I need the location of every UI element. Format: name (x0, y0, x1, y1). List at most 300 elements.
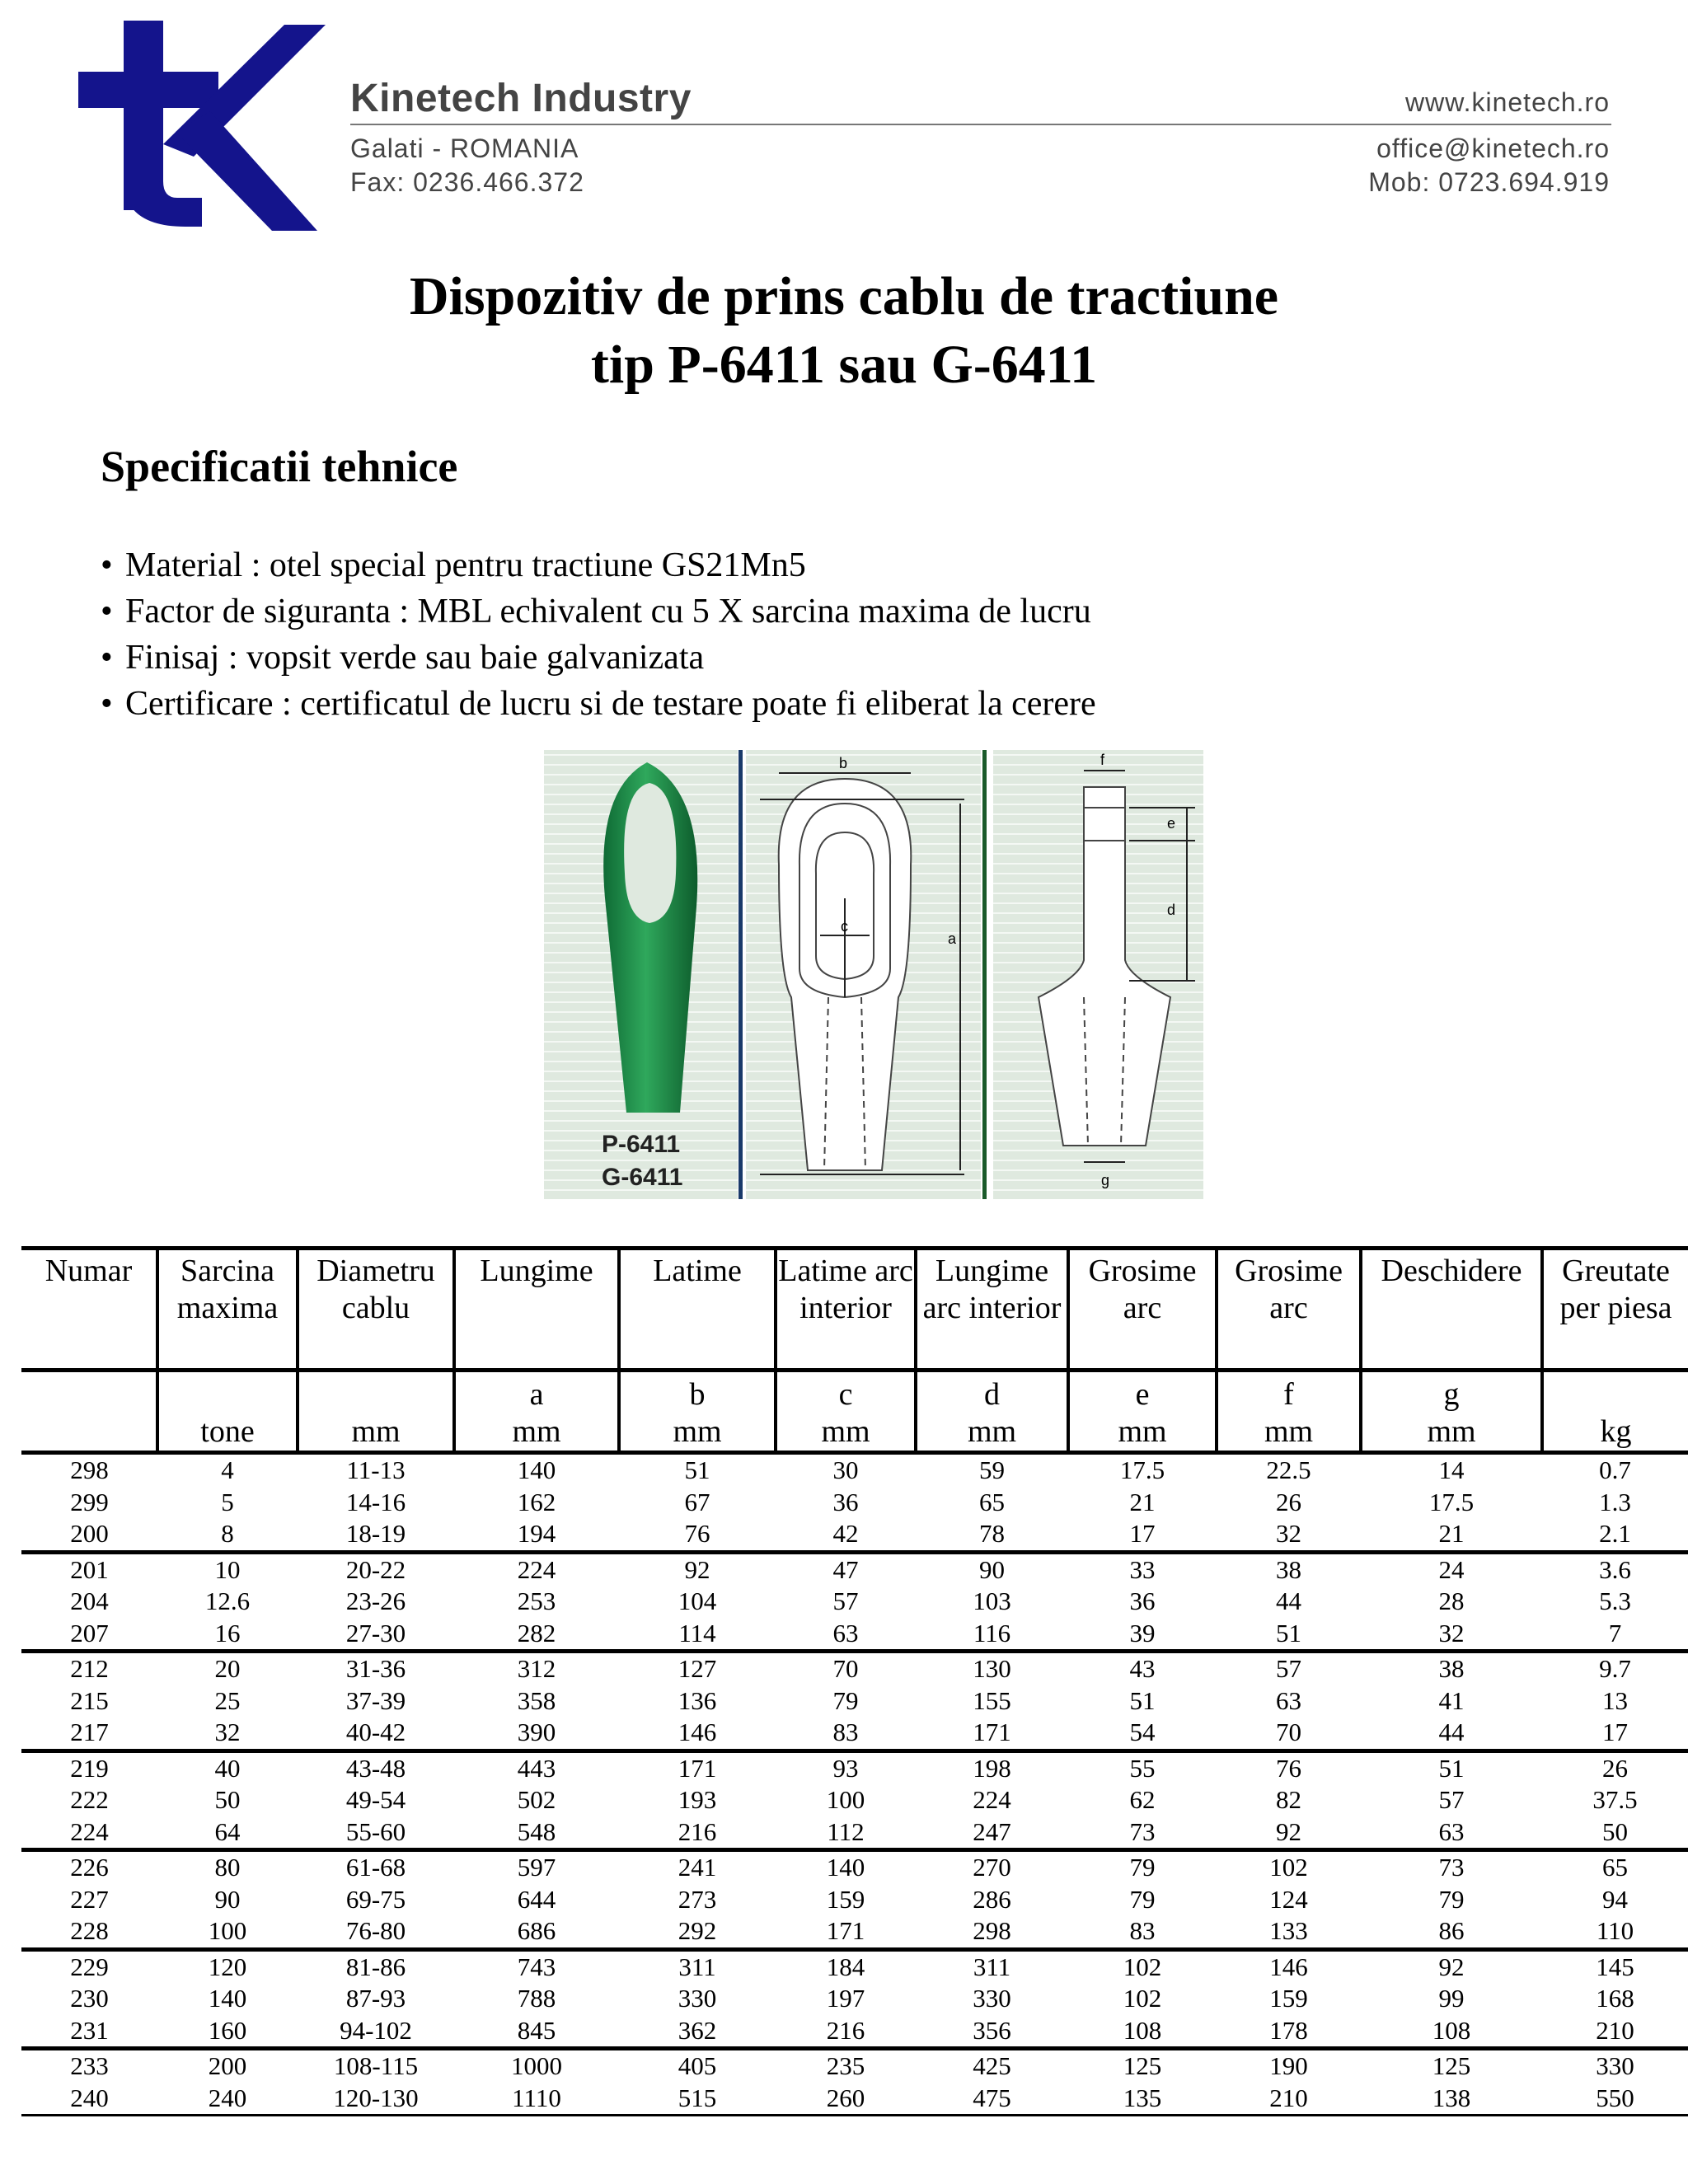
table-cell: 390 (517, 1718, 556, 1746)
table-cell: 273 (678, 1884, 717, 1914)
table-row (21, 1685, 1688, 1718)
table-cell: 7 (1608, 1618, 1622, 1647)
page-title-line1: Dispozitiv de prins cablu de tractiune (409, 266, 1279, 326)
table-cell: 4 (221, 1455, 234, 1484)
table-cell: 207 (70, 1618, 109, 1647)
table-cell: 112 (827, 1816, 865, 1846)
table-cell: 64 (214, 1816, 241, 1846)
dimension-symbol (159, 1376, 296, 1413)
bullet-item: • Material : otel special pentru tractiune GS21Mn5 (101, 542, 1096, 588)
table-cell: 18-19 (345, 1519, 406, 1548)
table-cell: 212 (21, 1652, 157, 1685)
table-cell: 515 (619, 2083, 776, 2116)
dim-label-b: b (839, 755, 848, 771)
table-cell: 63 (1276, 1685, 1301, 1715)
product-drawing (544, 750, 1203, 1199)
table-cell: 178 (1269, 2015, 1308, 2045)
table-cell: 67 (684, 1487, 710, 1516)
table-cell: 171 (826, 1916, 865, 1945)
col-header-lungime-arc: Lungime arc interior (916, 1249, 1068, 1371)
table-cell: 17.5 (1119, 1455, 1165, 1484)
table-cell: 184 (776, 1949, 916, 1983)
unit-label: mm (1427, 1414, 1476, 1449)
bullet-dot-icon: • (101, 685, 113, 723)
company-website[interactable]: www.kinetech.ro (1405, 87, 1610, 117)
table-cell: 103 (973, 1586, 1011, 1615)
table-cell: 168 (1596, 1984, 1634, 2013)
table-cell: 253 (517, 1586, 556, 1615)
unit-label: kg (1600, 1414, 1632, 1449)
table-cell: 358 (517, 1685, 556, 1715)
table-cell: 240 (21, 2083, 157, 2116)
table-cell: 1000 (454, 2049, 619, 2083)
table-cell: 57 (1438, 1785, 1465, 1814)
table-cell: 133 (1269, 1916, 1308, 1945)
table-cell: 14 (1438, 1455, 1465, 1484)
table-cell: 8 (221, 1519, 234, 1548)
table-cell: 78 (979, 1519, 1005, 1548)
table-cell: 312 (454, 1652, 619, 1685)
company-mobile: Mob: 0723.694.919 (1368, 167, 1610, 197)
table-cell: 57 (832, 1586, 859, 1615)
dim-label-a: a (948, 930, 957, 947)
table-cell: 59 (979, 1455, 1005, 1484)
table-cell: 24 (1361, 1552, 1542, 1586)
table-cell: 38 (1361, 1652, 1542, 1685)
table-cell: 125 (1361, 2049, 1542, 2083)
table-cell: 146 (678, 1718, 717, 1746)
table-row (21, 1750, 1688, 1784)
bullet-dot-icon: • (101, 593, 113, 630)
table-cell: 63 (1438, 1816, 1465, 1846)
table-cell: 81-86 (298, 1949, 454, 1983)
company-email[interactable]: office@kinetech.ro (1376, 134, 1610, 163)
col-header-latime-arc: Latime arc interior (776, 1249, 916, 1371)
table-cell: 55-60 (345, 1816, 406, 1846)
unit-cell (1217, 1371, 1361, 1453)
table-cell: 201 (21, 1552, 157, 1586)
table-cell: 16 (214, 1618, 241, 1647)
table-cell: 224 (454, 1552, 619, 1586)
table-cell: 55 (1068, 1750, 1217, 1784)
unit-label: mm (1118, 1414, 1167, 1449)
col-header-grosime-f: Grosime arc (1217, 1249, 1361, 1371)
bullet-dot-icon: • (101, 546, 113, 584)
table-cell: 102 (1123, 1984, 1162, 2013)
unit-cell (454, 1371, 619, 1453)
table-row (21, 1949, 1688, 1983)
dimension-symbol (1544, 1376, 1688, 1413)
dimension-symbol: g (1443, 1377, 1460, 1412)
table-cell: 116 (973, 1618, 1011, 1647)
table-cell: 69-75 (345, 1884, 406, 1914)
table-cell: 94 (1602, 1884, 1628, 1914)
unit-cell (1542, 1371, 1688, 1453)
table-cell: 247 (973, 1816, 1011, 1846)
table-cell: 120 (157, 1949, 298, 1983)
table-row (21, 1816, 1688, 1850)
table-cell: 241 (619, 1850, 776, 1884)
table-cell: 50 (1602, 1816, 1628, 1846)
table-cell: 226 (21, 1850, 157, 1884)
table-cell: 125 (1068, 2049, 1217, 2083)
table-cell: 330 (973, 1984, 1011, 2013)
table-cell: 39 (1129, 1618, 1156, 1647)
table-cell: 219 (21, 1750, 157, 1784)
table-cell: 194 (517, 1519, 556, 1548)
product-label-g: G-6411 (602, 1164, 683, 1191)
table-cell: 102 (1217, 1850, 1361, 1884)
table-cell: 548 (517, 1816, 556, 1846)
table-cell: 42 (832, 1519, 859, 1548)
table-row (21, 1487, 1688, 1519)
table-cell: 37-39 (345, 1685, 406, 1715)
bullet-item: • Factor de siguranta : MBL echivalent cu 5 X sarcina maxima de lucru (101, 588, 1096, 635)
table-cell: 210 (1217, 2083, 1361, 2116)
table-cell: 36 (1129, 1586, 1156, 1615)
page-title-line2: tip P-6411 sau G-6411 (590, 335, 1098, 395)
table-cell: 330 (678, 1984, 717, 2013)
table-cell: 40-42 (345, 1718, 406, 1746)
table-cell: 50 (214, 1785, 241, 1814)
table-cell: 51 (1129, 1685, 1156, 1715)
table-cell: 222 (70, 1785, 109, 1814)
table-cell: 138 (1361, 2083, 1542, 2116)
table-cell: 550 (1542, 2083, 1688, 2116)
table-cell: 200 (157, 2049, 298, 2083)
unit-label: mm (821, 1414, 870, 1449)
unit-label: tone (200, 1414, 255, 1449)
table-cell: 11-13 (346, 1455, 406, 1484)
table-row (21, 1618, 1688, 1652)
unit-cell (1068, 1371, 1217, 1453)
table-row (21, 1586, 1688, 1618)
table-cell: 73 (1361, 1850, 1542, 1884)
table-cell: 140 (517, 1455, 556, 1484)
dimension-symbol: d (984, 1377, 1000, 1412)
table-cell: 93 (776, 1750, 916, 1784)
table-cell: 79 (832, 1685, 859, 1715)
table-row (21, 1915, 1688, 1949)
table-cell: 92 (619, 1552, 776, 1586)
unit-cell (298, 1371, 454, 1453)
table-row (21, 1453, 1688, 1487)
unit-label (21, 1413, 156, 1451)
col-header-deschidere: Deschidere (1361, 1249, 1542, 1371)
dim-label-c: c (841, 918, 848, 935)
table-cell: 83 (832, 1718, 859, 1746)
table-cell: 14-16 (345, 1487, 406, 1516)
table-cell: 32 (214, 1718, 241, 1746)
table-cell: 216 (678, 1816, 717, 1846)
table-cell: 282 (517, 1618, 556, 1647)
table-cell: 33 (1068, 1552, 1217, 1586)
table-cell: 120-130 (298, 2083, 454, 2116)
table-cell: 114 (678, 1618, 716, 1647)
col-header-greutate: Greutate per piesa (1542, 1249, 1688, 1371)
table-cell: 108 (1123, 2015, 1162, 2045)
company-fax: Fax: 0236.466.372 (350, 167, 584, 197)
unit-label: mm (512, 1414, 561, 1449)
table-cell: 311 (916, 1949, 1068, 1983)
table-cell: 330 (1542, 2049, 1688, 2083)
table-cell: 22.5 (1266, 1455, 1311, 1484)
dim-label-d: d (1167, 902, 1176, 918)
unit-label: mm (673, 1414, 722, 1449)
table-row (21, 1850, 1688, 1884)
table-cell: 146 (1217, 1949, 1361, 1983)
table-cell: 231 (70, 2015, 109, 2045)
table-cell: 82 (1276, 1785, 1301, 1814)
table-cell: 12.6 (204, 1586, 251, 1615)
table-cell: 298 (70, 1455, 109, 1484)
table-cell: 83 (1129, 1916, 1156, 1945)
table-cell: 597 (454, 1850, 619, 1884)
col-header-sarcina: Sarcina maxima (157, 1249, 298, 1371)
table-cell: 41 (1438, 1685, 1465, 1715)
table-cell: 215 (70, 1685, 109, 1715)
col-header-numar: Numar (21, 1249, 157, 1371)
table-cell: 298 (973, 1916, 1011, 1945)
table-cell: 5 (221, 1487, 234, 1516)
table-cell: 92 (1276, 1816, 1301, 1846)
unit-cell (21, 1371, 157, 1453)
table-cell: 70 (776, 1652, 916, 1685)
unit-cell (1361, 1371, 1542, 1453)
col-header-latime: Latime (619, 1249, 776, 1371)
table-cell: 230 (70, 1984, 109, 2013)
table-cell: 76 (1217, 1750, 1361, 1784)
table-cell: 44 (1438, 1718, 1465, 1746)
table-cell: 21 (1438, 1519, 1465, 1548)
table-cell: 44 (1276, 1586, 1301, 1615)
table-row (21, 2049, 1688, 2083)
table-cell: 26 (1276, 1487, 1301, 1516)
table-cell: 130 (916, 1652, 1068, 1685)
table-cell: 27-30 (345, 1618, 406, 1647)
table-row (21, 1983, 1688, 2015)
table-cell: 32 (1276, 1519, 1301, 1548)
dimension-symbol: e (1135, 1377, 1150, 1412)
table-cell: 171 (619, 1750, 776, 1784)
table-cell: 100 (826, 1785, 865, 1814)
table-cell: 90 (214, 1884, 241, 1914)
table-cell: 25 (214, 1685, 241, 1715)
table-cell: 235 (776, 2049, 916, 2083)
table-cell: 17 (1129, 1519, 1156, 1548)
table-row (21, 1884, 1688, 1916)
product-label-p: P-6411 (602, 1131, 681, 1158)
table-cell: 475 (916, 2083, 1068, 2116)
table-cell: 102 (1068, 1949, 1217, 1983)
table-row (21, 1552, 1688, 1586)
table-cell: 90 (916, 1552, 1068, 1586)
table-cell: 65 (979, 1487, 1005, 1516)
dimension-symbol: f (1283, 1377, 1294, 1412)
table-cell: 61-68 (298, 1850, 454, 1884)
table-row (21, 2083, 1688, 2116)
table-cell: 228 (70, 1916, 109, 1945)
table-cell: 100 (208, 1916, 247, 1945)
table-cell: 233 (21, 2049, 157, 2083)
table-cell: 198 (916, 1750, 1068, 1784)
table-cell: 47 (776, 1552, 916, 1586)
company-name: Kinetech Industry (350, 77, 692, 120)
table-cell: 43 (1068, 1652, 1217, 1685)
col-header-lungime: Lungime (454, 1249, 619, 1371)
table-cell: 443 (454, 1750, 619, 1784)
kinetech-logo (78, 21, 326, 231)
table-cell: 204 (70, 1586, 109, 1615)
spec-bullet-list (101, 542, 1096, 727)
section-heading: Specificatii tehnice (101, 442, 458, 491)
dim-label-e: e (1167, 815, 1176, 832)
table-cell: 20-22 (298, 1552, 454, 1586)
table-cell: 260 (776, 2083, 916, 2116)
table-cell: 0.7 (1599, 1455, 1631, 1484)
col-header-grosime-e: Grosime arc (1068, 1249, 1217, 1371)
table-cell: 70 (1276, 1718, 1301, 1746)
table-cell: 43-48 (298, 1750, 454, 1784)
table-cell: 79 (1068, 1850, 1217, 1884)
header-divider (350, 124, 1611, 125)
table-cell: 54 (1129, 1718, 1156, 1746)
table-cell: 159 (826, 1884, 865, 1914)
table-cell: 362 (678, 2015, 717, 2045)
table-cell: 140 (208, 1984, 247, 2013)
table-cell: 405 (619, 2049, 776, 2083)
table-cell: 162 (517, 1487, 556, 1516)
table-cell: 26 (1542, 1750, 1688, 1784)
table-cell: 73 (1129, 1816, 1156, 1846)
table-cell: 87-93 (345, 1984, 406, 2013)
dimension-symbol (299, 1376, 452, 1413)
dimension-symbol (21, 1376, 156, 1413)
table-cell: 65 (1542, 1850, 1688, 1884)
table-cell: 227 (70, 1884, 109, 1914)
table-cell: 190 (1217, 2049, 1361, 2083)
table-cell: 5.3 (1599, 1586, 1631, 1615)
table-cell: 32 (1438, 1618, 1465, 1647)
dimension-symbol: a (529, 1377, 544, 1412)
unit-label: mm (967, 1414, 1017, 1449)
table-cell: 743 (454, 1949, 619, 1983)
table-cell: 57 (1217, 1652, 1361, 1685)
table-cell: 644 (517, 1884, 556, 1914)
table-cell: 99 (1438, 1984, 1465, 2013)
dimension-symbol: b (689, 1377, 706, 1412)
table-cell: 193 (678, 1785, 717, 1814)
table-cell: 224 (70, 1816, 109, 1846)
dim-label-f: f (1100, 752, 1105, 768)
table-cell: 20 (157, 1652, 298, 1685)
table-cell: 36 (832, 1487, 859, 1516)
table-cell: 94-102 (340, 2015, 412, 2045)
table-cell: 224 (973, 1785, 1011, 1814)
table-row (21, 1518, 1688, 1552)
table-row (21, 1717, 1688, 1750)
table-cell: 80 (157, 1850, 298, 1884)
table-cell: 200 (70, 1519, 109, 1548)
table-cell: 17 (1602, 1718, 1628, 1746)
spec-table (21, 1246, 1688, 2116)
table-cell: 311 (619, 1949, 776, 1983)
table-cell: 9.7 (1542, 1652, 1688, 1685)
table-cell: 270 (916, 1850, 1068, 1884)
table-cell: 136 (678, 1685, 717, 1715)
col-header-diametru: Diametru cablu (298, 1249, 454, 1371)
table-cell: 1.3 (1599, 1487, 1631, 1516)
table-row (21, 2015, 1688, 2049)
table-cell: 127 (619, 1652, 776, 1685)
table-cell: 30 (832, 1455, 859, 1484)
table-cell: 38 (1217, 1552, 1361, 1586)
table-cell: 140 (776, 1850, 916, 1884)
dim-label-g: g (1101, 1172, 1110, 1188)
table-cell: 108-115 (298, 2049, 454, 2083)
table-cell: 356 (973, 2015, 1011, 2045)
unit-label: mm (1264, 1414, 1314, 1449)
table-cell: 135 (1068, 2083, 1217, 2116)
table-cell: 51 (1361, 1750, 1542, 1784)
table-row (21, 1652, 1688, 1685)
dimension-symbol: c (838, 1377, 853, 1412)
company-city: Galati - ROMANIA (350, 134, 579, 163)
table-cell: 292 (678, 1916, 717, 1945)
table-cell: 79 (1129, 1884, 1156, 1914)
table-cell: 79 (1438, 1884, 1465, 1914)
table-cell: 10 (157, 1552, 298, 1586)
table-row (21, 1784, 1688, 1816)
table-cell: 51 (684, 1455, 710, 1484)
table-cell: 3.6 (1542, 1552, 1688, 1586)
table-cell: 108 (1432, 2015, 1471, 2045)
table-cell: 788 (517, 1984, 556, 2013)
table-cell: 217 (70, 1718, 109, 1746)
bullet-item: • Certificare : certificatul de lucru si de testare poate fi eliberat la cerere (101, 681, 1096, 727)
table-cell: 76-80 (345, 1916, 406, 1945)
table-cell: 240 (157, 2083, 298, 2116)
table-cell: 21 (1129, 1487, 1156, 1516)
table-cell: 124 (1269, 1884, 1308, 1914)
unit-cell (157, 1371, 298, 1453)
table-cell: 1110 (454, 2083, 619, 2116)
table-cell: 160 (208, 2015, 247, 2045)
table-cell: 286 (973, 1884, 1011, 1914)
table-cell: 31-36 (298, 1652, 454, 1685)
table-cell: 159 (1269, 1984, 1308, 2013)
table-cell: 37.5 (1592, 1785, 1638, 1814)
table-cell: 104 (678, 1586, 717, 1615)
table-cell: 425 (916, 2049, 1068, 2083)
table-cell: 502 (517, 1785, 556, 1814)
unit-label: mm (351, 1414, 401, 1449)
table-cell: 845 (517, 2015, 556, 2045)
table-cell: 686 (517, 1916, 556, 1945)
table-cell: 62 (1129, 1785, 1156, 1814)
table-cell: 210 (1596, 2015, 1634, 2045)
table-cell: 2.1 (1599, 1519, 1631, 1548)
table-cell: 63 (832, 1618, 859, 1647)
table-cell: 299 (70, 1487, 109, 1516)
table-cell: 40 (157, 1750, 298, 1784)
table-cell: 229 (21, 1949, 157, 1983)
table-cell: 13 (1602, 1685, 1628, 1715)
unit-cell (619, 1371, 776, 1453)
table-cell: 17.5 (1428, 1487, 1475, 1516)
table-cell: 28 (1438, 1586, 1465, 1615)
table-cell: 92 (1361, 1949, 1542, 1983)
